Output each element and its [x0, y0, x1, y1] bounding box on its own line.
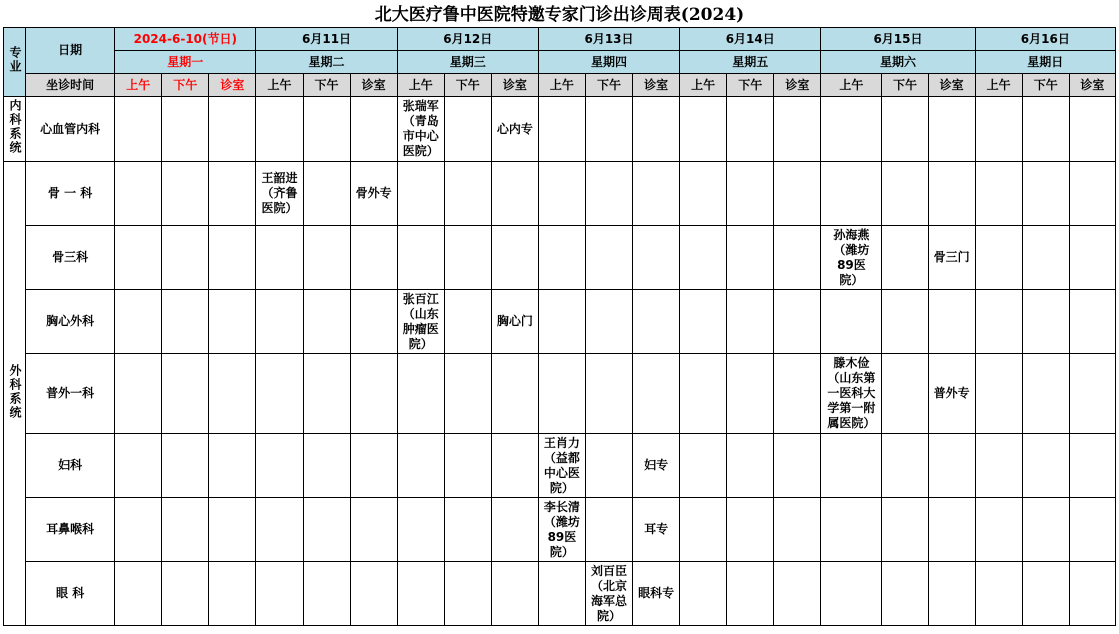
date-wed: 6月12日 [397, 28, 538, 51]
dept-name: 普外一科 [26, 354, 115, 434]
room-cell: 普外专 [928, 354, 975, 434]
table-row [4, 354, 1116, 434]
weekday-thu: 星期四 [538, 51, 679, 74]
doctor-cell: 王肖力 （益都 中心医 院） [538, 434, 585, 498]
doctor-cell: 王韶进 （齐鲁 医院） [256, 162, 303, 226]
room-cell: 眼科专 [633, 562, 680, 626]
page-title: 北大医疗鲁中医院特邀专家门诊出诊周表(2024) [374, 5, 745, 25]
dept-name: 骨三科 [26, 226, 115, 290]
weekday-fri: 星期五 [680, 51, 821, 74]
slot-am: 上午 [397, 74, 444, 97]
room-cell: 心内专 [491, 97, 538, 162]
weekday-sun: 星期日 [975, 51, 1115, 74]
date-fri: 6月14日 [680, 28, 821, 51]
table-row [4, 562, 1116, 626]
date-row [4, 28, 1116, 51]
specialty-header: 专业 [4, 28, 26, 97]
slot-am: 上午 [115, 74, 162, 97]
table-row [4, 162, 1116, 226]
slot-pm: 下午 [727, 74, 774, 97]
date-thu: 6月13日 [538, 28, 679, 51]
slot-room: 诊室 [774, 74, 821, 97]
slot-room: 诊室 [491, 74, 538, 97]
dept-name: 心血管内科 [26, 97, 115, 162]
slot-pm: 下午 [444, 74, 491, 97]
schedule-table [3, 27, 1116, 626]
slot-room: 诊室 [928, 74, 975, 97]
time-row [4, 74, 1116, 97]
room-cell: 骨三门 [928, 226, 975, 290]
room-cell: 胸心门 [491, 290, 538, 354]
slot-am: 上午 [256, 74, 303, 97]
date-sat: 6月15日 [821, 28, 975, 51]
dept-name: 胸心外科 [26, 290, 115, 354]
doctor-cell: 孙海燕 （潍坊 89医 院） [821, 226, 882, 290]
table-row [4, 434, 1116, 498]
slot-room: 诊室 [350, 74, 397, 97]
table-row [4, 97, 1116, 162]
group-surgical: 外科系统 [4, 162, 26, 626]
slot-am: 上午 [975, 74, 1022, 97]
group-internal: 内科系统 [4, 97, 26, 162]
slot-am: 上午 [821, 74, 882, 97]
date-header: 日期 [26, 28, 115, 74]
doctor-cell: 张百江 （山东 肿瘤医 院） [397, 290, 444, 354]
weekday-wed: 星期三 [397, 51, 538, 74]
weekday-sat: 星期六 [821, 51, 975, 74]
dept-name: 骨 一 科 [26, 162, 115, 226]
room-cell: 骨外专 [350, 162, 397, 226]
doctor-cell: 滕木俭 （山东第 一医科大 学第一附 属医院） [821, 354, 882, 434]
dept-name: 妇科 [26, 434, 115, 498]
weekday-mon: 星期一 [115, 51, 256, 74]
room-cell: 耳专 [633, 498, 680, 562]
weekday-tue: 星期二 [256, 51, 397, 74]
room-cell: 妇专 [633, 434, 680, 498]
slot-pm: 下午 [1022, 74, 1069, 97]
date-mon: 2024-6-10(节日) [115, 28, 256, 51]
slot-am: 上午 [538, 74, 585, 97]
slot-pm: 下午 [585, 74, 632, 97]
slot-room: 诊室 [209, 74, 256, 97]
date-tue: 6月11日 [256, 28, 397, 51]
dept-name: 耳鼻喉科 [26, 498, 115, 562]
slot-am: 上午 [680, 74, 727, 97]
time-header: 坐诊时间 [26, 74, 115, 97]
slot-room: 诊室 [1069, 74, 1115, 97]
slot-pm: 下午 [882, 74, 928, 97]
table-row [4, 290, 1116, 354]
doctor-cell: 李长清 （潍坊 89医 院） [538, 498, 585, 562]
weekday-row [4, 51, 1116, 74]
slot-pm: 下午 [303, 74, 350, 97]
slot-room: 诊室 [633, 74, 680, 97]
slot-pm: 下午 [162, 74, 209, 97]
doctor-cell: 张瑞军 （青岛 市中心 医院） [397, 97, 444, 162]
date-sun: 6月16日 [975, 28, 1115, 51]
table-row [4, 226, 1116, 290]
table-row [4, 498, 1116, 562]
doctor-cell: 刘百臣 （北京 海军总 院） [585, 562, 632, 626]
dept-name: 眼 科 [26, 562, 115, 626]
